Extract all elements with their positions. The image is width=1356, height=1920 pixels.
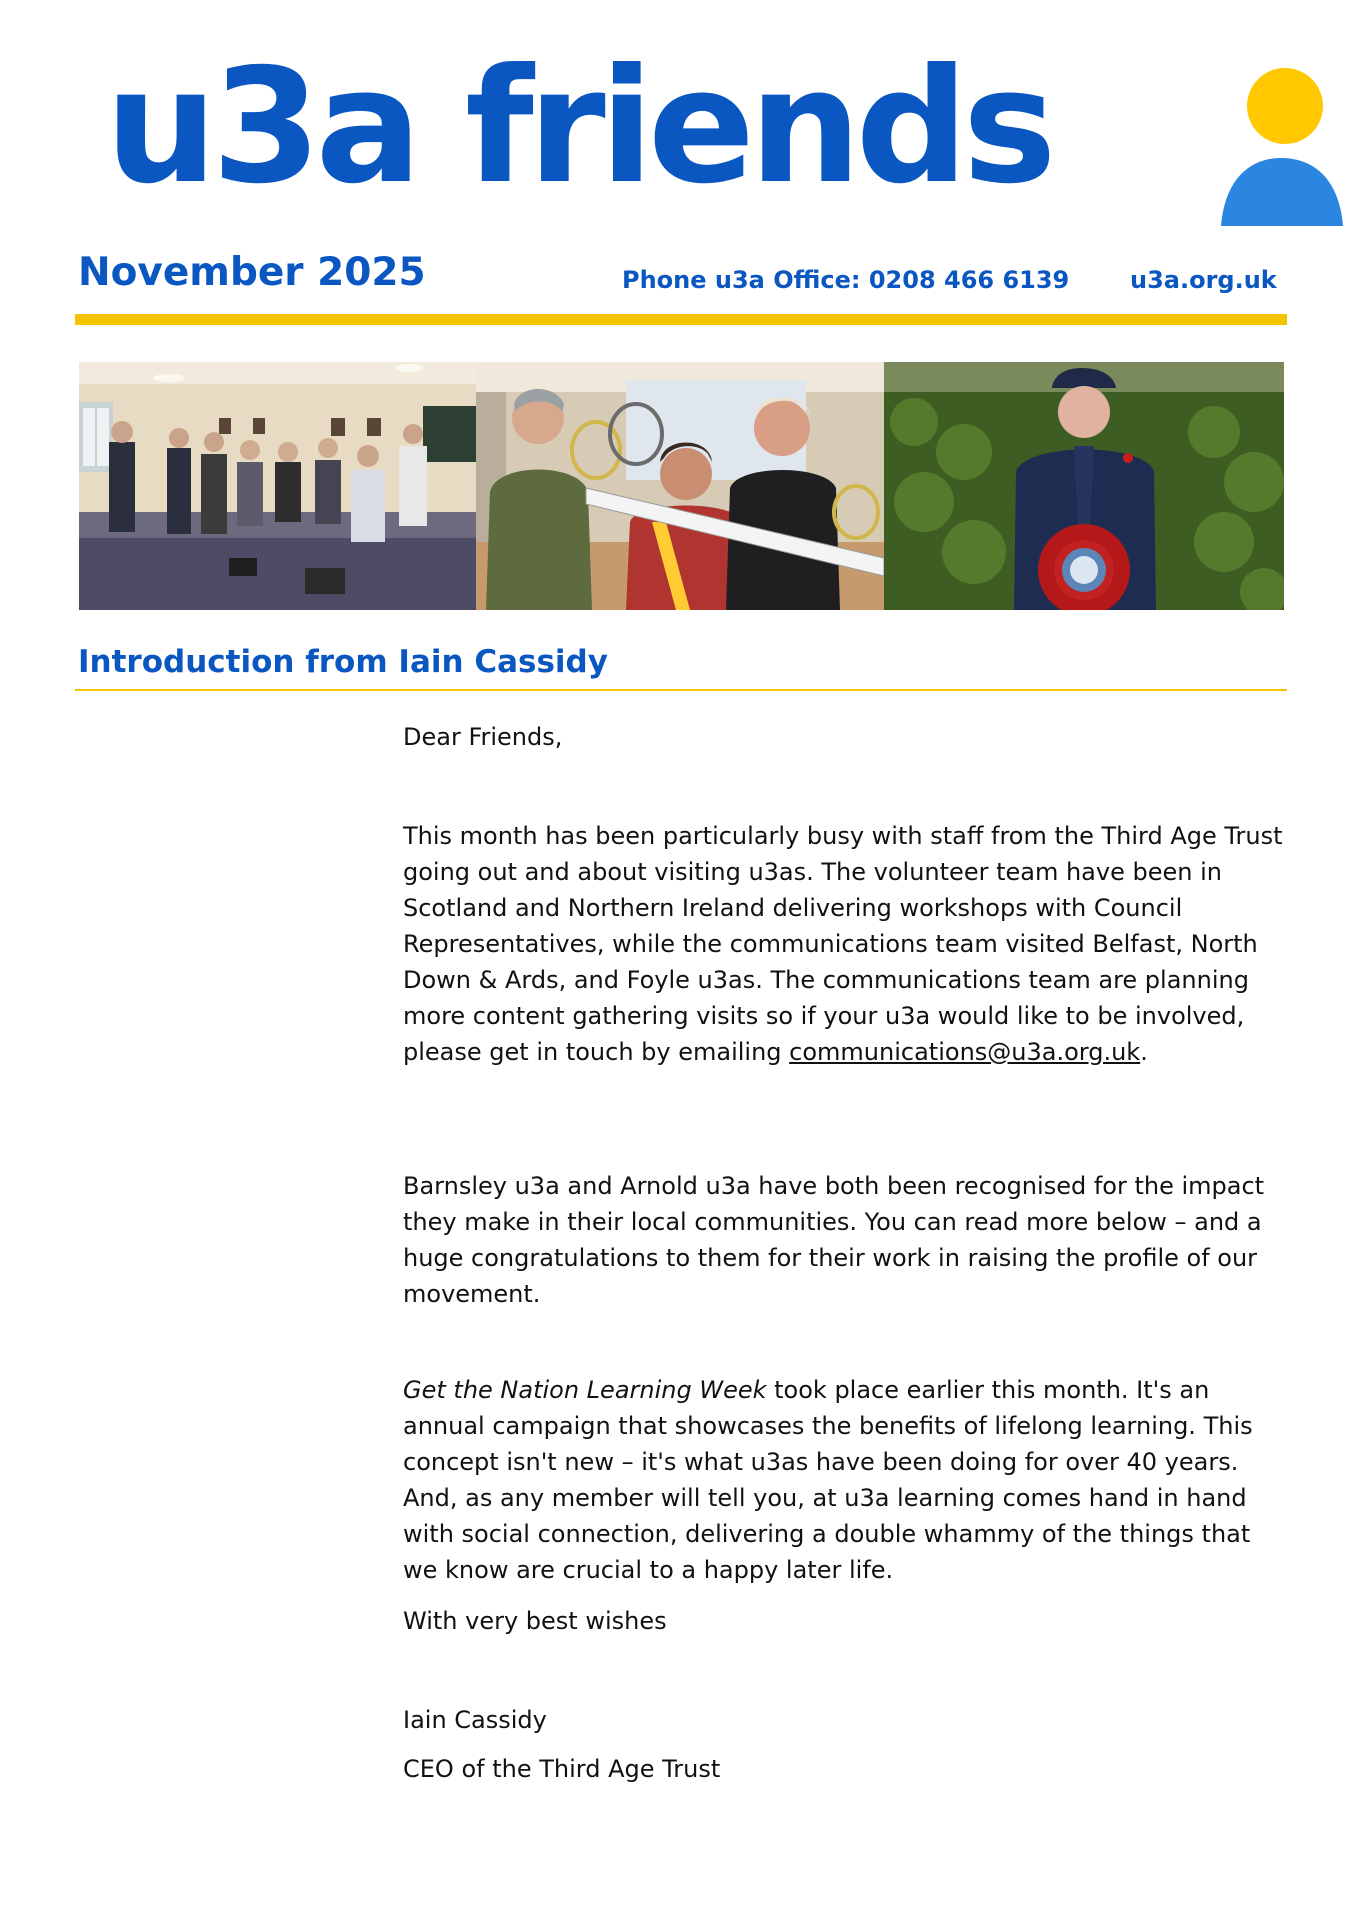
section-divider [75,689,1287,691]
paragraph-1-end: . [1140,1038,1148,1066]
photo-strip [79,362,1284,610]
masthead [105,35,1245,248]
section-heading: Introduction from Iain Cassidy [78,644,608,680]
masthead-title: u3a friends [105,35,1051,219]
logo-head [1247,68,1323,144]
signature-name: Iain Cassidy [403,1706,547,1734]
signature-title: CEO of the Third Age Trust [403,1755,721,1783]
website-link[interactable]: u3a.org.uk [1130,266,1277,294]
veteran-with-poppy-wreath-photo [884,362,1284,610]
person-logo-icon [1217,66,1345,226]
paragraph-1-text: This month has been particularly busy with staff from the Third Age Trust going out and about visiting u3as. The volunteer team have been in Scotland and Northern Ireland delivering workshops with Council Representatives, while the communications team visited Belfast, North Down & Ards, and Foyle u3as. The communications team are planning more content gathering visits so if your u3a would like to be involved, please get in touch by emailing [403,822,1283,1066]
logo-body [1221,158,1343,226]
paragraph-1 [403,818,1283,1070]
paragraph-2: Barnsley u3a and Arnold u3a have both been recognised for the impact they make in their local communities. You can read more below – and a huge congratulations to them for their work in raising the profile of our movement. [403,1172,1265,1308]
salutation: Dear Friends, [403,723,563,751]
paragraph-3-text: took place earlier this month. It's an annual campaign that showcases the benefits of lifelong learning. This concept isn't new – it's what u3as have been doing for over 40 years. And, as any member will tell you, at u3a learning comes hand in hand with social connection, delivering a double whammy of the things that we know are crucial to a happy later life. [403,1376,1253,1584]
communications-email-link[interactable]: communications@u3a.org.uk [789,1038,1141,1066]
singing-group-photo [79,362,476,610]
office-phone: Phone u3a Office: 0208 466 6139 [622,266,1070,294]
paragraph-3 [403,1372,1283,1588]
signoff: With very best wishes [403,1607,667,1635]
issue-date: November 2025 [78,250,426,295]
campaign-name: Get the Nation Learning Week [403,1376,767,1404]
badminton-players-photo [476,362,884,610]
header-divider [75,314,1287,325]
